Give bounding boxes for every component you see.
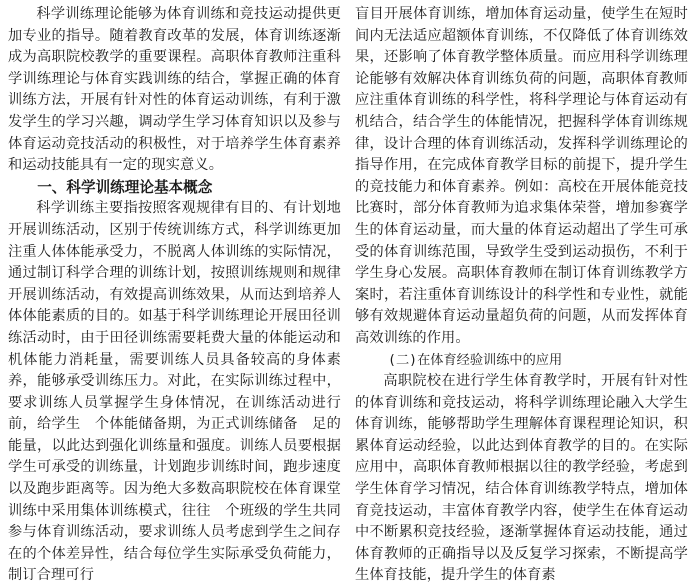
intro-paragraph: 科学训练理论能够为体育训练和竞技运动提供更加专业的指导。随着教育改革的发展，体育训练逐渐成为高职院校教学的重要课程。高职体育教师注重科学训练理论与体育实践训练的结合，掌握正确的体育训练方法，开展有针对性的体育运动训练，有利于激发学生的学习兴趣，调动学生学习体育知识以及参与体育运动竞技活动的积极性，对于培养学生体育素养和运动技能具有一定的现实意义。 — [8, 6, 341, 174]
section-heading-1: 一、科学训练理论基本概念 — [37, 178, 213, 196]
left-column — [8, 4, 341, 584]
section-1-paragraph: 科学训练主要指按照客观规律有目的、有计划地开展训练活动，区别于传统训练方式，科学训练更加注重人体体能承受力，不脱离人体训练的实际情况，通过制订科学合理的训练计划，按照训练规则和规律开展训练活动，有效提高训练效果，从而达到培养人体体能素质的目的。如基于科学训练理论开展田径训练活动时，由于田径训练需要耗费大量的体能运动和机体能力消耗量，需要训练人员具备较高的身体素养，能够承受训练压力。对此，在实际训练过程中，要求训练人员掌握学生身体情况，在训练活动进行前，给学生 个体能储备期，为正式训练储备 足的能量，以此达到强化训练量和强度。训练人员要根据学生可承受的训练量，计划跑步训练时间，跑步速度以及跑步距离等。因为绝大多数高职院校在体育课堂训练中采用集体训练模式，往往 个班级的学生共同参与体育训练活动，要求训练人员考虑到学生之间存在的个体差异性，结合每位学生实际承受负荷能力，制订合理可行 — [8, 200, 341, 584]
subsection-heading-2: (二)在体育经验训练中的应用 — [388, 352, 563, 368]
right-column — [355, 4, 688, 584]
continued-paragraph: 盲目开展体育训练，增加体育运动量，使学生在短时间内无法适应超额体育训练，不仅降低了体育训练效果，还影响了体育教学整体质量。而应用科学训练理论能够有效解决体育训练负荷的问题，高职体育教师应注重体育训练的科学性，将科学理论与体育运动有机结合，结合学生的体能情况，把握科学体育训练规律，设计合理的体育训练活动，发挥科学训练理论的指导作用，在完成体育教学目标的前提下，提升学生的竞技能力和体育素养。例如：高校在开展体能竞技比赛时，部分体育教师为追求集体荣誉，增加参赛学生的体育运动量，而大量的体育运动超出了学生可承受的体育训练范围，导致学生受到运动损伤，不利于学生身心发展。高职体育教师在制订体育训练教学方案时，若注重体育训练设计的科学性和专业性，就能够有效规避体育运动量超负荷的问题，从而发挥体育高效训练的作用。 — [355, 6, 688, 346]
subsection-2-paragraph: 高职院校在进行学生体育教学时，开展有针对性的体育训练和竞技运动，将科学训练理论融入大学生体育训练，能够帮助学生理解体育课程理论知识，积累体育运动经验，以此达到体育教学的目的。在实际应用中，高职体育教师根据以往的教学经验，考虑到学生体育学习情况，结合体育训练教学特点，增加体育竞技运动，丰富体育教学内容，使学生在体育运动中不断累积竞技经验，逐渐掌握体育运动技能，通过体育教师的正确指导以及反复学习探索，不断提高学生体育技能，提升学生的体育素 — [355, 373, 688, 584]
